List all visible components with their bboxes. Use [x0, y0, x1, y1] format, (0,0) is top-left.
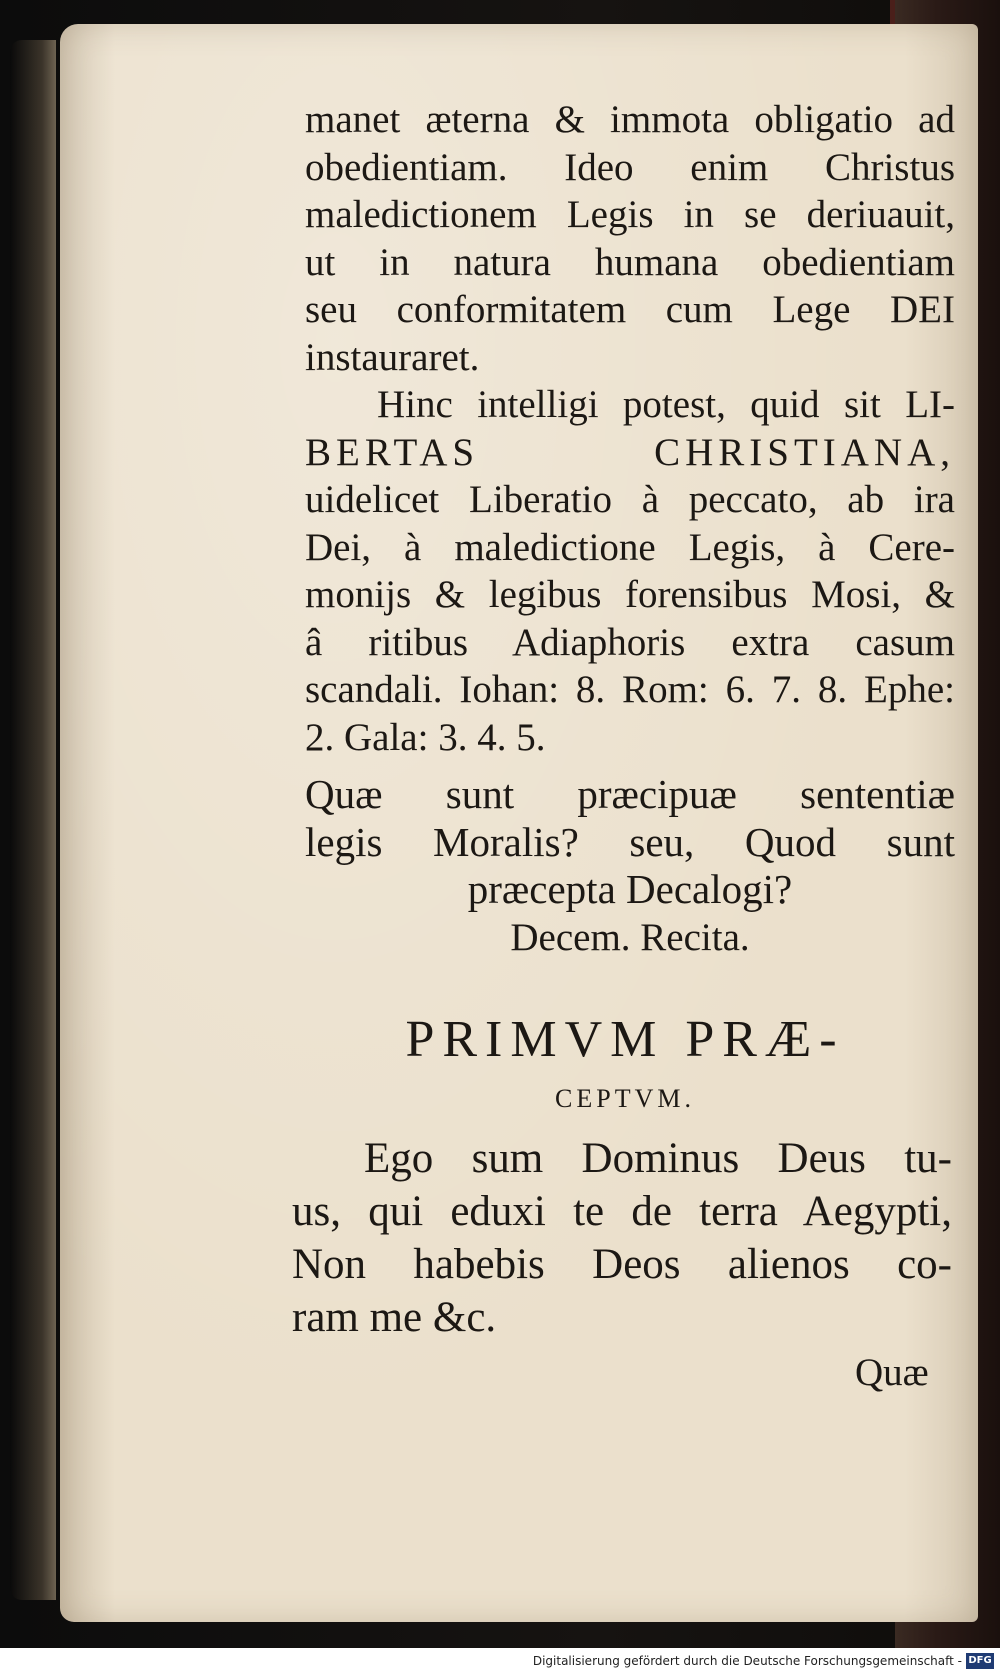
commandment-heading: PRIMVM PRÆ- — [405, 1011, 845, 1068]
text-line: obedientiam. Ideo enim Christus — [305, 145, 955, 189]
commandment-text — [292, 1132, 952, 1344]
text-line: monijs & legibus forensibus Mosi, & — [305, 573, 955, 616]
commandment-line: us, qui eduxi te de terra Aegypti, — [292, 1188, 952, 1235]
question-line: legis Moralis? seu, Quod sunt — [305, 818, 955, 865]
answer-line: Decem. Recita. — [510, 915, 750, 959]
footer-credit: Digitalisierung gefördert durch die Deutsche Forschungsgemeinschaft - — [532, 1654, 962, 1668]
text-line: 2. Gala: 3. 4. 5. — [305, 715, 546, 759]
text-line: uidelicet Liberatio à peccato, ab ira — [305, 478, 955, 521]
question-line: præcepta Decalogi? — [467, 866, 793, 912]
commandment-heading-continuation: CEPTVM. — [555, 1084, 695, 1113]
catchword: Quæ — [855, 1351, 929, 1394]
text-line: seu conformitatem cum Lege DEI — [305, 288, 955, 331]
text-line: Dei, à maledictione Legis, à Cere- — [305, 525, 955, 569]
text-line: scandali. Iohan: 8. Rom: 6. 7. 8. Ephe: — [305, 668, 955, 711]
text-line: manet æterna & immota obligatio ad — [305, 98, 955, 141]
question-line: Quæ sunt præcipuæ sententiæ — [305, 771, 955, 817]
commandment-line: Non habebis Deos alienos co- — [292, 1241, 952, 1288]
commandment-line: ram me &c. — [292, 1294, 497, 1341]
text-line: BERTAS CHRISTIANA, — [305, 430, 955, 474]
text-line: instauraret. — [305, 335, 480, 379]
text-line: maledictionem Legis in se deriuauit, — [305, 193, 955, 236]
page-body-text — [305, 96, 955, 961]
dfg-logo: DFG — [966, 1653, 994, 1669]
digitization-footer — [0, 1648, 1000, 1676]
text-line: â ritibus Adiaphoris extra casum — [305, 620, 955, 664]
text-line: ut in natura humana obedientiam — [305, 240, 955, 284]
page-gutter — [10, 40, 56, 1600]
commandment-line: Ego sum Dominus Deus tu- — [364, 1135, 952, 1182]
text-line: Hinc intelligi potest, quid sit LI- — [377, 383, 955, 426]
